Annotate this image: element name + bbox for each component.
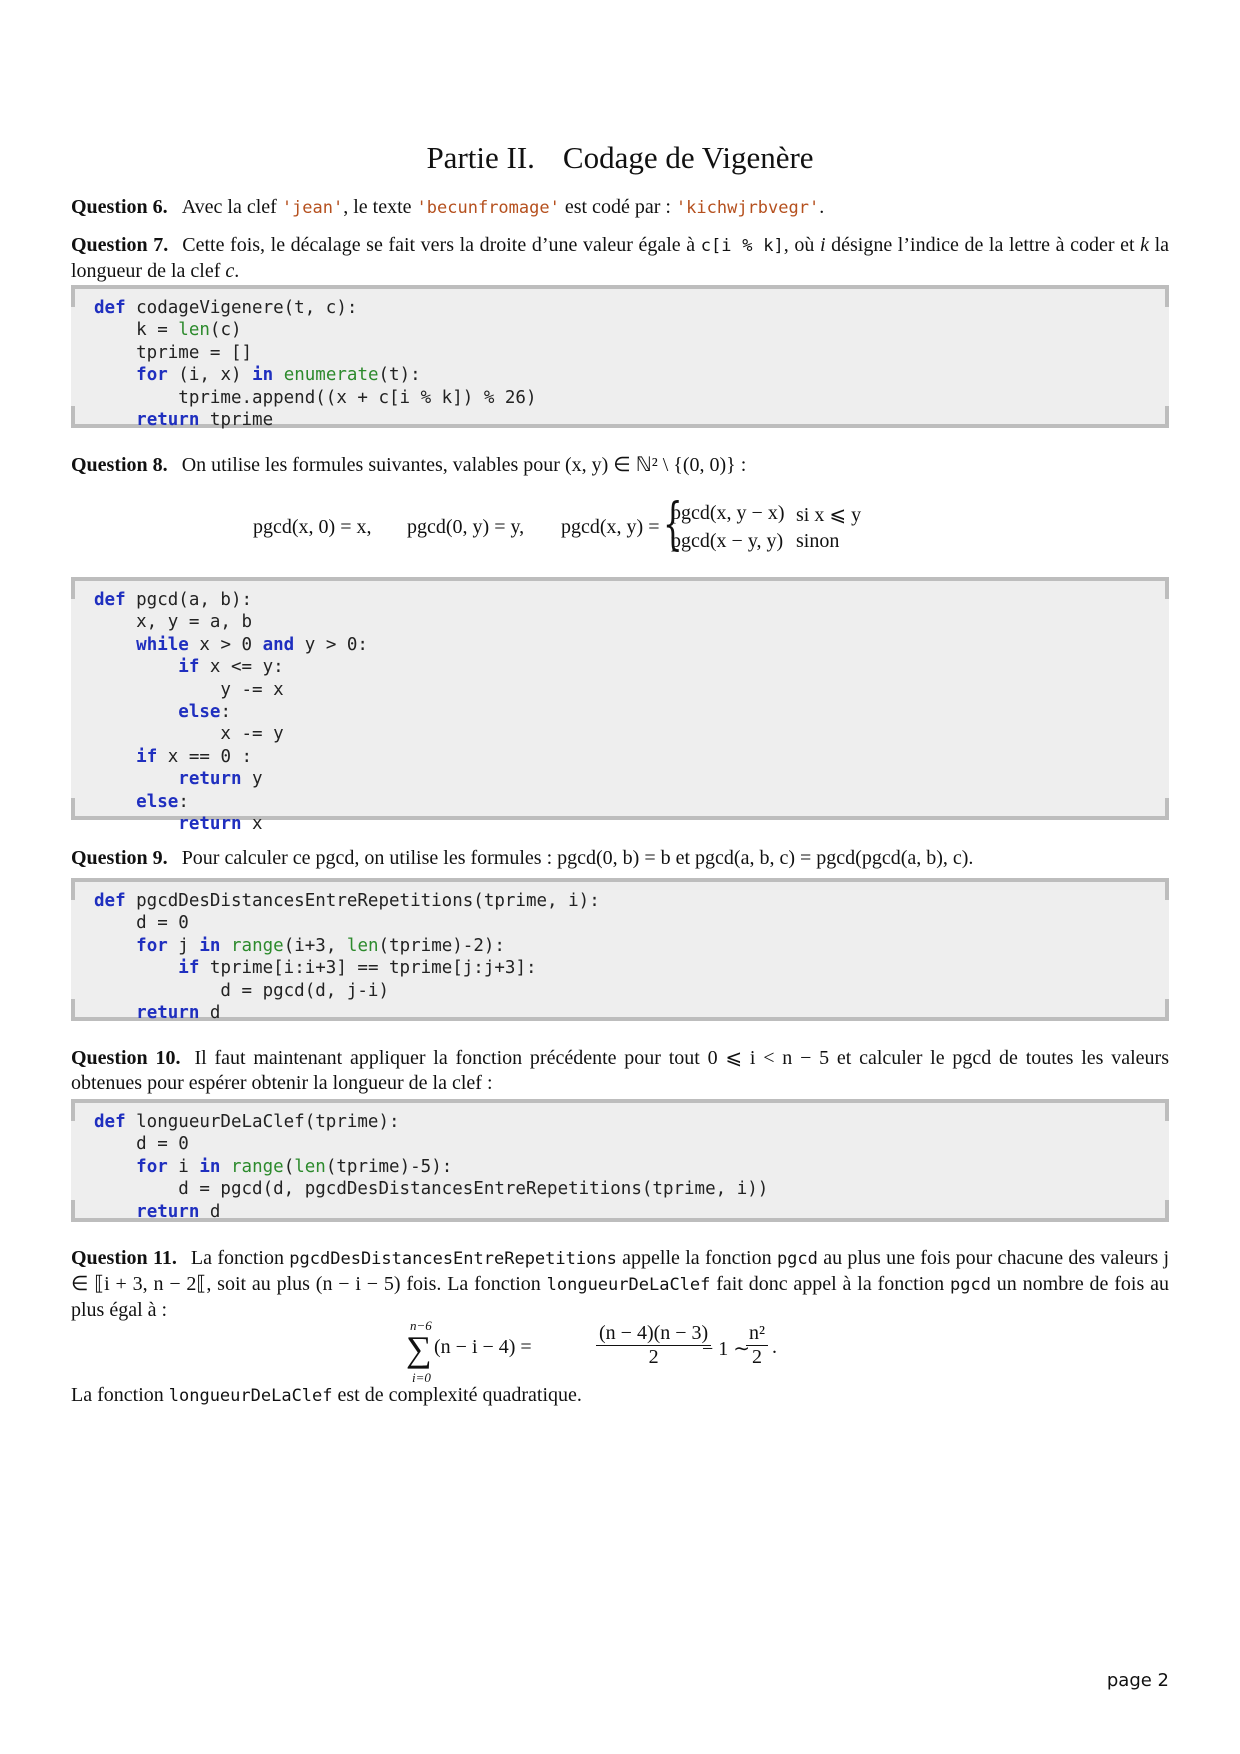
question-10 (71, 1046, 1169, 1096)
text: La fonction (71, 1384, 169, 1406)
question-label: Question 11. (71, 1247, 177, 1269)
text: appelle la fonction (616, 1247, 777, 1269)
formula-3: pgcd(x, y) = (561, 516, 660, 538)
sum-lower-bound: i=0 (412, 1370, 431, 1385)
question-label: Question 8. (71, 454, 168, 476)
sum-upper-bound: n−6 (410, 1318, 432, 1333)
math-k: k (1140, 234, 1149, 256)
text: , le texte (343, 196, 417, 218)
plain-string: 'becunfromage' (416, 198, 560, 218)
text: au plus une fois pour chacune des valeurs j ∈ ⟦i + 3, n − 2⟦, soit au plus (n − i − 5) fois. La fonction (71, 1247, 1170, 1295)
fraction-1 (596, 1322, 711, 1369)
function-name: longueurDeLaClef (168, 1386, 333, 1406)
conclusion (71, 1383, 1169, 1409)
period: . (772, 1336, 777, 1358)
code-text: def longueurDeLaClef(tprime): d = 0 for i in range(len(tprime)-5): d = pgcd(d, pgcdDesDistancesEntreRepetitions(tprime, i)) return d (94, 1112, 769, 1222)
fraction-numerator: n² (746, 1322, 768, 1346)
math-c: c (225, 260, 235, 282)
fraction-denominator: 2 (752, 1346, 762, 1368)
code-text: def pgcdDesDistancesEntreRepetitions(tprime, i): d = 0 for j in range(i+3, len(tprime)-2): if tprime[i:i+3] == tprime[j:j+3]: d = pgcd(d, j-i) return d (94, 891, 600, 1024)
text: la longueur de la clef (71, 234, 1170, 282)
text: fait donc appel à la fonction (710, 1273, 951, 1295)
code-block-distances (71, 878, 1169, 1024)
question-label: Question 6. (71, 196, 168, 218)
code-expr: c[i % k] (700, 236, 784, 256)
question-8 (71, 453, 1169, 478)
text: désigne l’indice de la lettre à coder et (825, 234, 1141, 256)
fraction-denominator: 2 (648, 1346, 659, 1368)
text: Il faut maintenant appliquer la fonction précédente pour tout 0 ⩽ i < n − 5 et calculer le pgcd de toutes les valeurs obtenues pour espérer obtenir la longueur de la clef : (71, 1047, 1169, 1094)
text: Avec la clef (181, 196, 282, 218)
formula-2: pgcd(0, y) = y, (407, 516, 525, 538)
code-block-pgcd (71, 577, 1169, 835)
case-2: pgcd(x − y, y) (671, 530, 784, 552)
function-name: longueurDeLaClef (546, 1275, 711, 1295)
cipher-string: 'kichwjrbvegr' (675, 198, 820, 218)
text: On utilise les formules suivantes, valables pour (x, y) ∈ ℕ² \ {(0, 0)} : (181, 454, 747, 476)
code-text: def codageVigenere(t, c): k = len(c) tprime = [] for (i, x) in enumerate(t): tprime.append((x + c[i % k]) % 26) return tprime (94, 298, 537, 431)
text: est codé par : (559, 196, 676, 218)
function-name: pgcd (776, 1249, 818, 1269)
text: . (234, 260, 240, 282)
text: , où (783, 234, 820, 256)
section-heading: Codage de Vigenère (562, 140, 814, 175)
sigma-icon: ∑ (406, 1329, 432, 1369)
code-block-longueur (71, 1099, 1169, 1222)
formula-1: pgcd(x, 0) = x, (253, 516, 372, 538)
question-11 (71, 1246, 1169, 1323)
question-label: Question 9. (71, 847, 168, 869)
cond-1: si x ⩽ y (796, 504, 862, 526)
code-text: def pgcd(a, b): x, y = a, b while x > 0 and y > 0: if x <= y: y -= x else: x -= y if x == 0 : return y else: return x (94, 590, 368, 835)
text: Pour calculer ce pgcd, on utilise les formules : pgcd(0, b) = b et pgcd(a, b, c) = pgcd(pgcd(a, b), c). (181, 847, 974, 869)
key-string: 'jean' (281, 198, 344, 218)
question-7 (71, 233, 1169, 284)
sum-rest: − 1 ∼ (702, 1338, 751, 1360)
text: un nombre de fois au plus égal à : (71, 1273, 1169, 1321)
sum-formula (406, 1318, 826, 1384)
text: est de complexité quadratique. (332, 1384, 582, 1406)
code-block-vigenere (71, 285, 1169, 431)
text: Cette fois, le décalage se fait vers la droite d’une valeur égale à (182, 234, 701, 256)
brace-icon: { (663, 492, 683, 557)
page-number: page 2 (1106, 1670, 1169, 1691)
pgcd-formulas (253, 492, 1013, 560)
section-title (71, 140, 1169, 176)
question-9 (71, 846, 1169, 871)
question-label: Question 7. (71, 234, 169, 256)
cond-2: sinon (796, 530, 840, 552)
text: La fonction (190, 1247, 290, 1269)
function-name: pgcd (950, 1275, 991, 1295)
fraction-2 (746, 1322, 768, 1369)
case-1: pgcd(x, y − x) (671, 502, 785, 524)
question-6 (71, 195, 1169, 221)
question-label: Question 10. (71, 1047, 181, 1069)
fraction-numerator: (n − 4)(n − 3) (596, 1322, 711, 1346)
math-i: i (819, 234, 826, 256)
sum-term: (n − i − 4) = (434, 1336, 532, 1358)
text: . (819, 196, 825, 218)
section-number: Partie II. (426, 140, 535, 175)
function-name: pgcdDesDistancesEntreRepetitions (289, 1249, 617, 1269)
